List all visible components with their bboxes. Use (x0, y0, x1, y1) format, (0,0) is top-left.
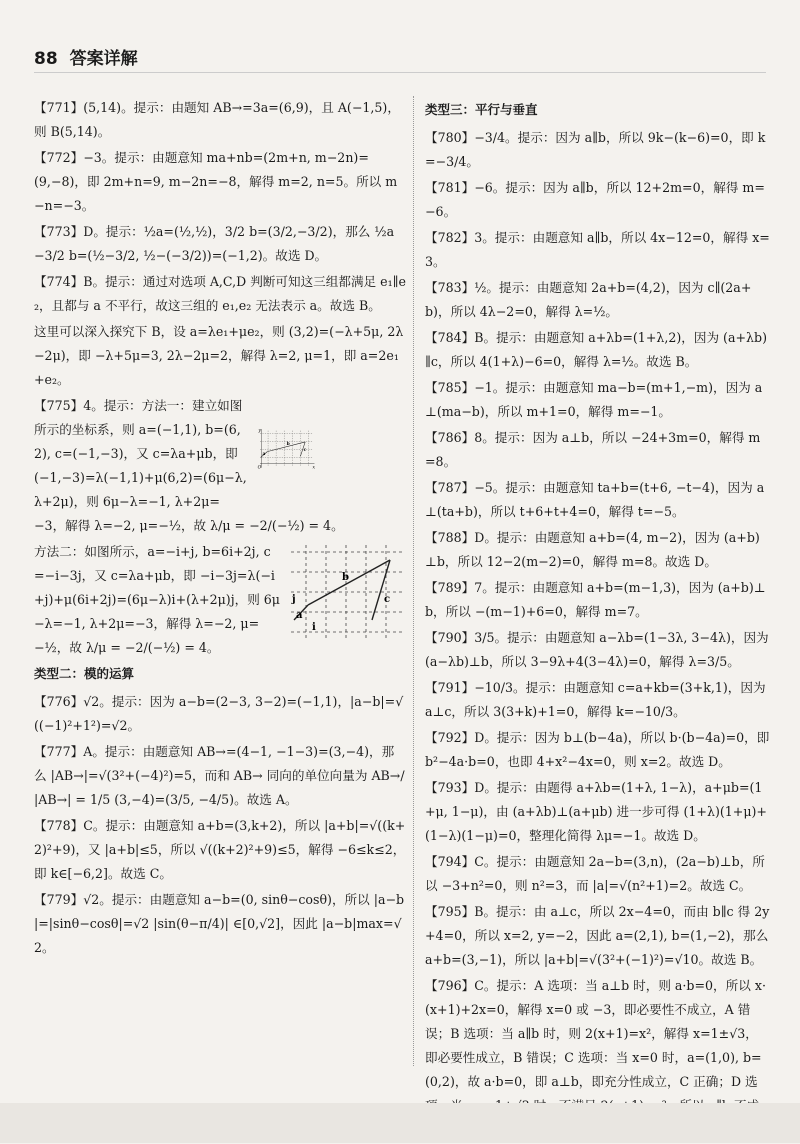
answer-774-note: 这里可以深入探究下 B，设 a=λe₁+μe₂，则 (3,2)=(−λ+5μ, 2λ−2μ)，即 −λ+5μ=3, 2λ−2μ=2，解得 λ=2, μ=1，即 a=2e₁+e₂。 (34, 324, 404, 387)
answer-792: 【792】D。提示：因为 b⊥(b−4a)，所以 b·(b−4a)=0，即 b²−4a·b=0，也即 4+x²−4x=0，则 x=2。故选 D。 (425, 730, 770, 769)
answer-779: 【779】√2。提示：由题意知 a−b=(0, sinθ−cosθ)，所以 |a−b|=|sinθ−cosθ|=√2 |sin(θ−π/4)| ∈[0,√2]，因此 |a−b|max=√2。 (34, 892, 405, 955)
answer-794: 【794】C。提示：由题意知 2a−b=(3,n)，(2a−b)⊥b，所以 −3+n²=0，则 n²=3，而 |a|=√(n²+1)=2。故选 C。 (425, 854, 765, 893)
fig1-origin-label: O (257, 465, 262, 471)
fig2-b-label: b (342, 572, 349, 583)
right-column (425, 96, 770, 1144)
answer-783: 【783】½。提示：由题意知 2a+b=(4,2)，因为 c∥(2a+b)，所以 4λ−2=0，解得 λ=½。 (425, 280, 752, 319)
answer-796: 【796】C。提示：A 选项：当 a⊥b 时，则 a·b=0，所以 x·(x+1)+2x=0，解得 x=0 或 −3，即必要性不成立，A 错误；B 选项：当 a∥b 时，则 2(x+1)=x²，解得 x=1±√3，即必要性成立，B 错误；C 选项：当 x=0 时，a=(1,0), b=(0,2)，故 a·b=0，即 a⊥b，即充分性成立，C 正确；D 选 (425, 978, 766, 1089)
answer-790: 【790】3/5。提示：由题意知 a−λb=(1−3λ, 3−4λ)，因为 (a−λb)⊥b，所以 3−9λ+4(3−4λ)=0，解得 λ=3/5。 (425, 630, 769, 669)
answer-791: 【791】−10/3。提示：由题意知 c=a+kb=(3+k,1)，因为 a⊥c，所以 3(3+k)+1=0，解得 k=−10/3。 (425, 680, 766, 719)
fig1-a-label: a (262, 451, 266, 457)
answer-772: 【772】−3。提示：由题意知 ma+nb=(2m+n, m−2n)=(9,−8)，即 2m+n=9, m−2n=−8，解得 m=2, n=5。所以 m−n=−3。 (34, 150, 398, 213)
answer-780: 【780】−3/4。提示：因为 a∥b，所以 9k−(k−6)=0，即 k=−3/4。 (425, 130, 766, 169)
fig2-i-label: i (312, 622, 316, 633)
answer-789: 【789】7。提示：由题意知 a+b=(m−1,3)，因为 (a+b)⊥b，所以 −(m−1)+6=0，解得 m=7。 (425, 580, 766, 619)
unit-vector-grid-figure (286, 540, 406, 640)
answer-775-block (34, 394, 406, 538)
section-heading-2: 类型二：模的运算 (34, 666, 135, 681)
section-heading-3: 类型三：平行与垂直 (425, 102, 538, 117)
answer-781: 【781】−6。提示：因为 a∥b，所以 12+2m=0，解得 m=−6。 (425, 180, 765, 219)
answer-777: 【777】A。提示：由题意知 AB→=(4−1, −1−3)=(3,−4)，那么 |AB→|=√(3²+(−4)²)=5，而和 AB→ 同向的单位向量为 AB→/|AB→| = 1/5 (3,−4)=(3/5, −4/5)。故选 A。 (34, 744, 405, 807)
answer-786: 【786】8。提示：因为 a⊥b，所以 −24+3m=0，解得 m=8。 (425, 430, 761, 469)
answer-795: 【795】B。提示：由 a⊥c，所以 2x−4=0，而由 b∥c 得 2y+4=0，所以 x=2, y=−2，因此 a=(2,1), b=(1,−2)，那么 a+b=(3,−1)，所以 |a+b|=√(3²+(−1)²)=√10。故选 B。 (425, 904, 770, 967)
page-number: 88 (34, 49, 58, 69)
fig1-y-label: y (258, 428, 261, 434)
answer-778: 【778】C。提示：由题意知 a+b=(3,k+2)，所以 |a+b|=√((k+2)²+9)，又 |a+b|≤5，所以 √((k+2)²+9)≤5，解得 −6≤k≤2，即 k∈[−6,2]。故选 C。 (34, 818, 406, 881)
answer-782: 【782】3。提示：由题意知 a∥b，所以 4x−12=0，解得 x=3。 (425, 230, 770, 269)
answer-771: 【771】(5,14)。提示：由题知 AB→=3a=(6,9)，且 A(−1,5)，则 B(5,14)。 (34, 100, 400, 139)
answer-775-method2-block (34, 540, 406, 660)
page-bottom-band (0, 1103, 800, 1143)
coordinate-grid-figure (256, 394, 406, 506)
fig2-a-label: a (296, 610, 303, 621)
page-header (34, 44, 138, 69)
answer-775-method1: 【775】4。提示：方法一：建立如图所示的坐标系，则 a=(−1,1), b=(6,2), c=(−1,−3)，又 c=λa+μb，即 (−1,−3)=λ(−1,1)+μ(6,2)=(6μ−λ, λ+2μ)，则 6μ−λ=−1, λ+2μ=−3，解得 λ=−2, μ=−½，故 λ/μ = −2/(−½) = 4。 (34, 398, 344, 533)
answer-787: 【787】−5。提示：由题意知 ta+b=(t+6, −t−4)，因为 a⊥(ta+b)，所以 t+6+t+4=0，解得 t=−5。 (425, 480, 765, 519)
column-divider (413, 96, 414, 1066)
answer-774: 【774】B。提示：通过对选项 A,C,D 判断可知这三组都满足 e₁∥e₂，且都与 a 不平行，故这三组的 e₁,e₂ 无法表示 a。故选 B。 (34, 274, 406, 313)
fig1-b-label: b (286, 442, 290, 448)
answer-793: 【793】D。提示：由题得 a+λb=(1+λ, 1−λ)，a+μb=(1+μ, 1−μ)，由 (a+λb)⊥(a+μb) 进一步可得 (1+λ)(1+μ)+(1−λ)(1−μ)=0，整理化简得 λμ=−1。故选 D。 (425, 780, 767, 843)
page-title: 答案详解 (69, 49, 138, 69)
answer-773: 【773】D。提示：½a=(½,½)，3/2 b=(3/2,−3/2)，那么 ½a−3/2 b=(½−3/2, ½−(−3/2))=(−1,2)。故选 D。 (34, 224, 395, 263)
answer-776: 【776】√2。提示：因为 a−b=(2−3, 3−2)=(−1,1)，|a−b|=√((−1)²+1²)=√2。 (34, 694, 404, 733)
answer-785: 【785】−1。提示：由题意知 ma−b=(m+1,−m)，因为 a⊥(ma−b)，所以 m+1=0，解得 m=−1。 (425, 380, 763, 419)
answer-788: 【788】D。提示：由题意知 a+b=(4, m−2)，因为 (a+b)⊥b，所以 12−2(m−2)=0，解得 m=8。故选 D。 (425, 530, 760, 569)
left-column (34, 96, 406, 962)
answer-784: 【784】B。提示：由题意知 a+λb=(1+λ,2)，因为 (a+λb)∥c，所以 4(1+λ)−6=0，解得 λ=½。故选 B。 (425, 330, 767, 369)
fig2-j-label: j (292, 594, 296, 605)
fig1-c-label: c (303, 447, 307, 453)
header-rule (34, 72, 766, 73)
fig1-x-label: x (312, 465, 315, 471)
fig2-c-label: c (384, 594, 391, 605)
answer-775-method2: 方法二：如图所示，a=−i+j, b=6i+2j, c=−i−3j，又 c=λa+μb，即 −i−3j=λ(−i+j)+μ(6i+2j)=(6μ−λ)i+(λ+2μ)j，则 6μ−λ=−1, λ+2μ=−3，解得 λ=−2, μ=−½，故 λ/μ = −2/(−½) = 4。 (34, 544, 280, 655)
